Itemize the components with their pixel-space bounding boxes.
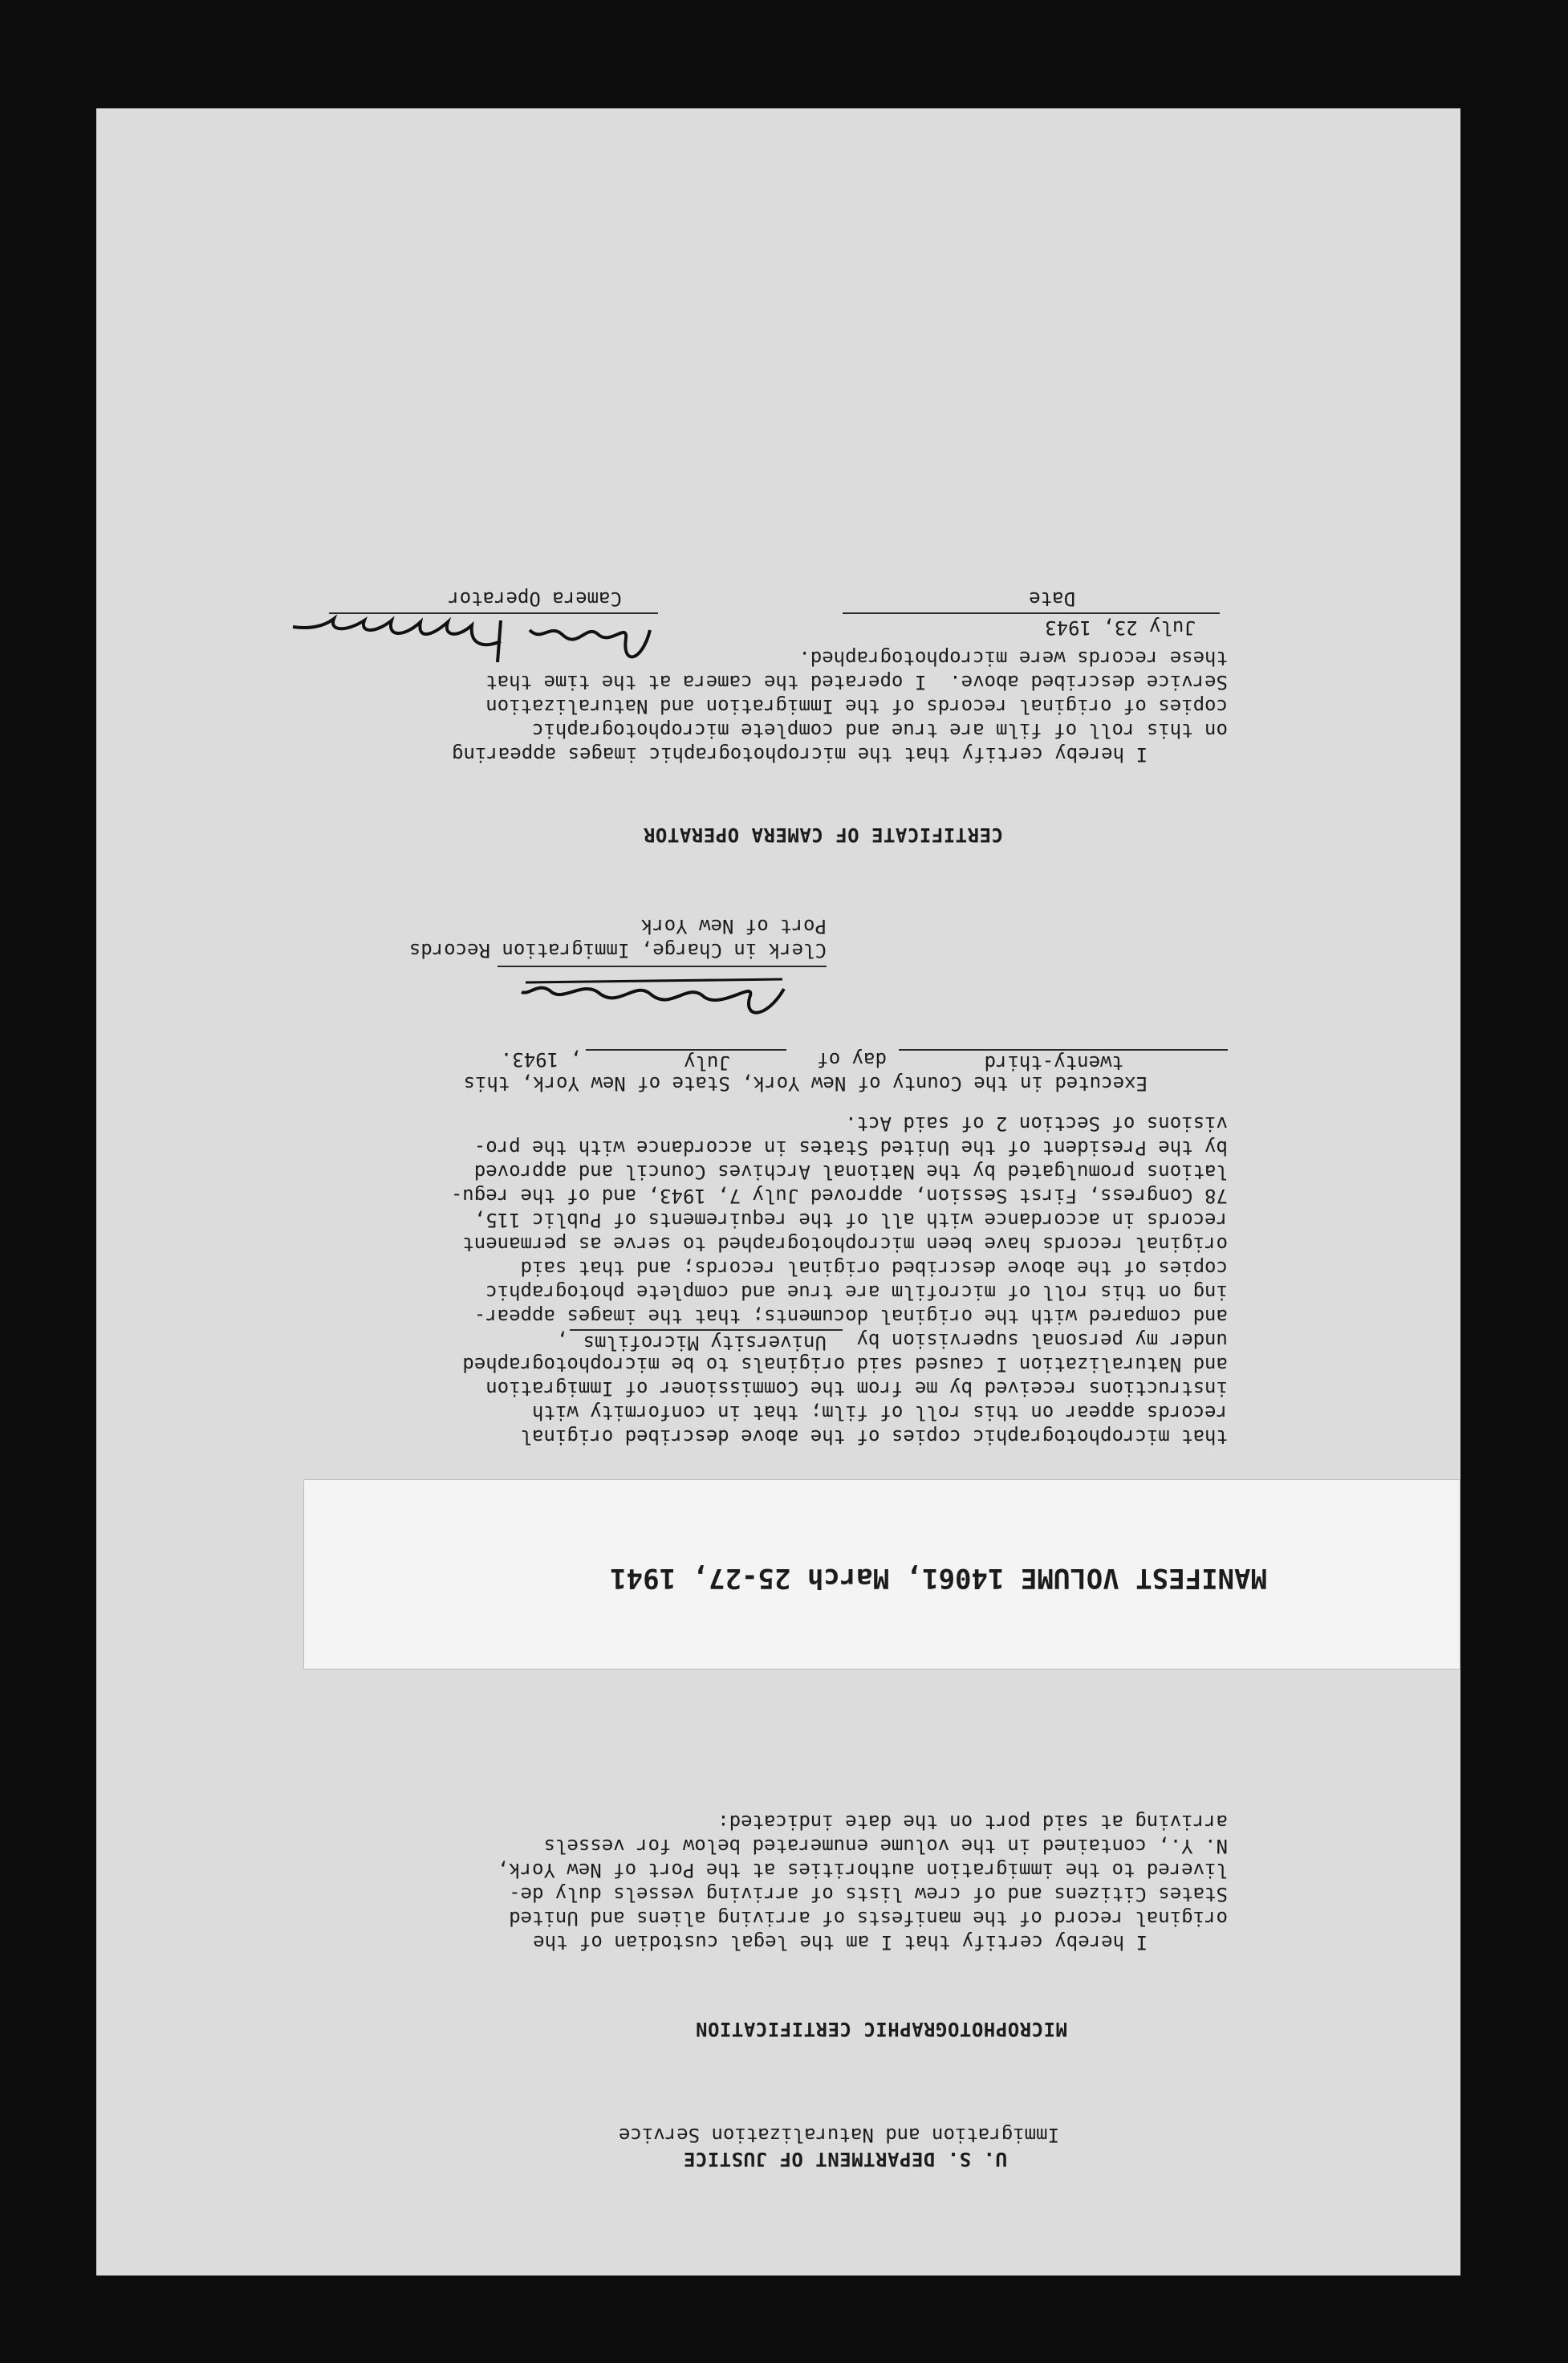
filmed-by-comma: , xyxy=(556,1329,568,1352)
custodian-line: arriving at said port on the date indicated: xyxy=(717,1811,1228,1833)
date-underline xyxy=(843,612,1220,614)
microfilm-line: lations promulgated by the National Archives Council and approved xyxy=(473,1161,1228,1183)
microfilm-line: copies of the above described original records; and that said xyxy=(520,1257,1228,1279)
custodian-line: States Citizens and of crew lists of arriving vessels duly de- xyxy=(509,1883,1228,1905)
executed-year: , 1943. xyxy=(500,1048,582,1071)
document-content-rotated xyxy=(96,108,1460,2276)
executed-day-underline xyxy=(899,1049,1228,1051)
clerk-title: Clerk in Charge, Immigration Records xyxy=(408,939,827,962)
department-heading: U. S. DEPARTMENT OF JUSTICE xyxy=(683,2148,1007,2170)
camera-operator-line: on this roll of film are true and complete microphotographic xyxy=(532,719,1228,742)
microfilm-line: and compared with the original documents; that the images appear- xyxy=(473,1305,1228,1328)
clerk-port: Port of New York xyxy=(640,915,827,937)
executed-day-of: day of xyxy=(817,1048,887,1071)
service-heading: Immigration and Naturalization Service xyxy=(618,2124,1059,2146)
executed-line: Executed in the County of New York, State of New York, this xyxy=(463,1072,1148,1095)
filmed-by-value: University Microfilms xyxy=(583,1332,827,1354)
microfilm-line: and Naturalization I caused said originals to be microphotographed xyxy=(462,1353,1228,1376)
custodian-line: original record of the manifests of arriving aliens and United xyxy=(509,1907,1228,1930)
executed-month-value: July xyxy=(684,1051,730,1074)
camera-operator-title: CERTIFICATE OF CAMERA OPERATOR xyxy=(643,824,1003,846)
microfilm-line: ing on this roll of microfilm are true and complete photographic xyxy=(485,1281,1228,1304)
date-value: July 23, 1943 xyxy=(1045,616,1196,639)
custodian-line: livered to the immigration authorities at the Port of New York, xyxy=(497,1859,1228,1881)
microfilm-line: 78 Congress, First Session, approved July 7, 1943, and of the regu- xyxy=(450,1185,1228,1207)
camera-operator-signature-line xyxy=(329,612,658,614)
custodian-line: I hereby certify that I am the legal custodian of the xyxy=(533,1931,1148,1954)
microfilm-line: records appear on this roll of film; that in conformity with xyxy=(532,1401,1228,1424)
clerk-signature xyxy=(518,971,790,1027)
date-label: Date xyxy=(1029,588,1075,610)
camera-operator-label: Camera Operator xyxy=(448,588,622,610)
microfilm-line: original records have been microphotographed to serve as permanent xyxy=(462,1233,1228,1255)
manifest-volume-text: MANIFEST VOLUME 14061, March 25-27, 1941 xyxy=(610,1562,1267,1594)
microfilm-line: records in accordance with all of the requirements of Public 115, xyxy=(473,1209,1228,1231)
certification-title: MICROPHOTOGRAPHIC CERTIFICATION xyxy=(695,2018,1067,2040)
camera-operator-line: these records were microphotographed. xyxy=(798,647,1228,669)
filmed-by-underline xyxy=(570,1329,843,1331)
document-sheet xyxy=(96,108,1460,2276)
executed-day-value: twenty-third xyxy=(984,1051,1123,1074)
manifest-volume-label xyxy=(303,1479,1460,1670)
clerk-signature-line xyxy=(498,966,827,967)
executed-month-underline xyxy=(586,1049,786,1051)
microfilm-line: visions of Section 2 of said Act. xyxy=(845,1112,1228,1135)
microfilm-line: that microphotographic copies of the above described original xyxy=(520,1426,1228,1448)
camera-operator-signature xyxy=(281,606,658,678)
microfilm-line: under my personal supervision by xyxy=(856,1329,1228,1352)
camera-operator-line: Service described above. I operated the camera at the time that xyxy=(485,671,1228,693)
camera-operator-line: I hereby certify that the microphotographic images appearing xyxy=(452,743,1148,766)
microfilm-line: by the President of the United States in accordance with the pro- xyxy=(473,1137,1228,1159)
microfilm-line: instructions received by me from the Commissioner of Immigration xyxy=(485,1377,1228,1400)
camera-operator-line: copies of original records of the Immigration and Naturalization xyxy=(485,695,1228,718)
custodian-line: N. Y., contained in the volume enumerated below for vessels xyxy=(543,1835,1228,1857)
